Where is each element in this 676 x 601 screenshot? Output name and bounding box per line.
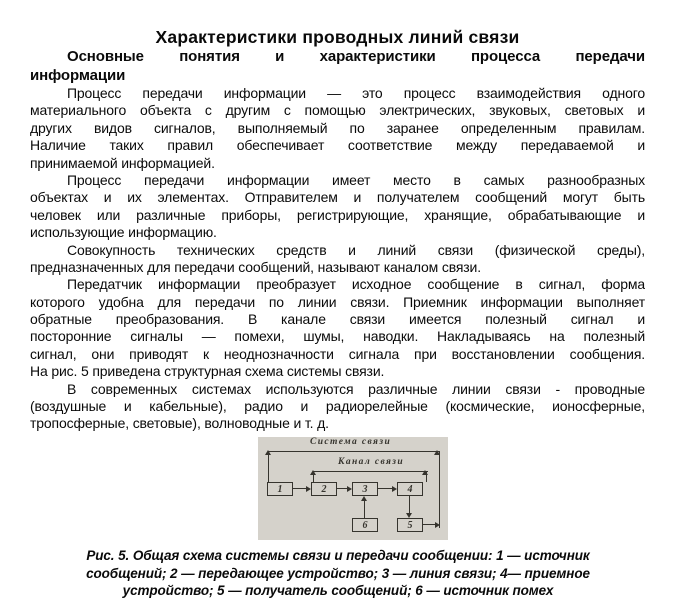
- text-line: других видов сигналов, выполняемый по заранее определенным правилам.: [30, 119, 645, 136]
- noise-line: [364, 500, 365, 518]
- block-receiver: 4: [397, 482, 423, 496]
- flow-line: [409, 496, 410, 514]
- text-line: сигнал, они приводят к неоднозначности сигнала при восстановлении сообщения.: [30, 345, 645, 362]
- communication-system-diagram: [258, 437, 448, 540]
- system-bracket-right-drop: [439, 451, 440, 528]
- channel-bracket-right-drop: [426, 471, 427, 482]
- section-subtitle-line: Основные понятия и характеристики процесса передачи: [67, 48, 645, 65]
- system-bracket-left-drop: [268, 451, 269, 482]
- block-source: 1: [267, 482, 293, 496]
- figure-caption-line: Рис. 5. Общая схема системы связи и передачи сообщении: 1 — источник: [86, 548, 590, 563]
- text-line: Наличие таких правил обеспечивает соответствие между передаваемой и: [30, 137, 645, 154]
- figure-caption-line: сообщений; 2 — передающее устройство; 3 — линия связи; 4— приемное: [86, 565, 590, 581]
- text-line: объектах и их элементах. Отправителем и получателем сообщений могут быть: [30, 189, 645, 206]
- text-line: Процесс передачи информации имеет место в самых разнообразных: [67, 171, 645, 188]
- text-line: На рис. 5 приведена структурная схема системы связи.: [30, 363, 385, 380]
- arrowhead-icon: [392, 486, 397, 492]
- text-line: Процесс передачи информации — это процесс взаимодействия одного: [67, 85, 645, 101]
- figure-caption: [0, 547, 676, 600]
- text-line: человек или различные приборы, регистрирующие, хранящие, обрабатывающие и: [30, 206, 645, 223]
- block-transmitter: 2: [311, 482, 337, 496]
- block-recipient: 5: [397, 518, 423, 532]
- text-line: В современных системах используются различные линии связи - проводные: [67, 380, 645, 397]
- block-line: 3: [352, 482, 378, 496]
- figure-caption-line: устройство; 5 — получатель сообщений; 6 — источник помех: [122, 583, 554, 599]
- flow-line: [293, 488, 307, 489]
- arrowhead-icon: [347, 486, 352, 492]
- text-line: тропосферные, световые), волноводные и т. д.: [30, 415, 329, 432]
- system-bracket-line: [268, 451, 440, 452]
- section-subtitle-line: информации: [30, 66, 126, 84]
- text-block: [30, 26, 645, 433]
- channel-label: Канал связи: [338, 457, 405, 467]
- flow-line: [378, 488, 393, 489]
- text-line: которого удобна для передачи по линии связи. Приемник информации выполняет: [30, 293, 645, 310]
- block-noise-source: 6: [352, 518, 378, 532]
- arrowhead-icon: [306, 486, 311, 492]
- text-line: обратные преобразования. В канале связи имеется полезный сигнал и: [30, 311, 645, 328]
- channel-bracket-left-drop: [313, 471, 314, 482]
- channel-bracket-line: [313, 471, 428, 472]
- text-line: Передатчик информации преобразует исходное сообщение в сигнал, форма: [67, 276, 645, 293]
- text-line: принимаемой информацией.: [30, 154, 215, 171]
- text-line: (воздушные и кабельные), радио и радиорелейные (космические, ионосферные,: [30, 398, 645, 415]
- arrowhead-icon: [361, 496, 367, 501]
- text-line: посторонние сигналы — помехи, шумы, наводки. Накладываясь на полезный: [30, 328, 645, 345]
- system-label: Система связи: [310, 437, 392, 447]
- text-line: Совокупность технических средств и линий связи (физической среды),: [67, 241, 645, 258]
- arrowhead-icon: [406, 513, 412, 518]
- text-line: предназначенных для передачи сообщений, называют каналом связи.: [30, 258, 481, 275]
- text-line: материального объекта с другим с помощью электрических, звуковых, световых и: [30, 102, 645, 119]
- page-title: Характеристики проводных линий связи: [155, 27, 520, 47]
- arrowhead-icon: [435, 522, 440, 528]
- text-line: использующие информацию.: [30, 224, 217, 241]
